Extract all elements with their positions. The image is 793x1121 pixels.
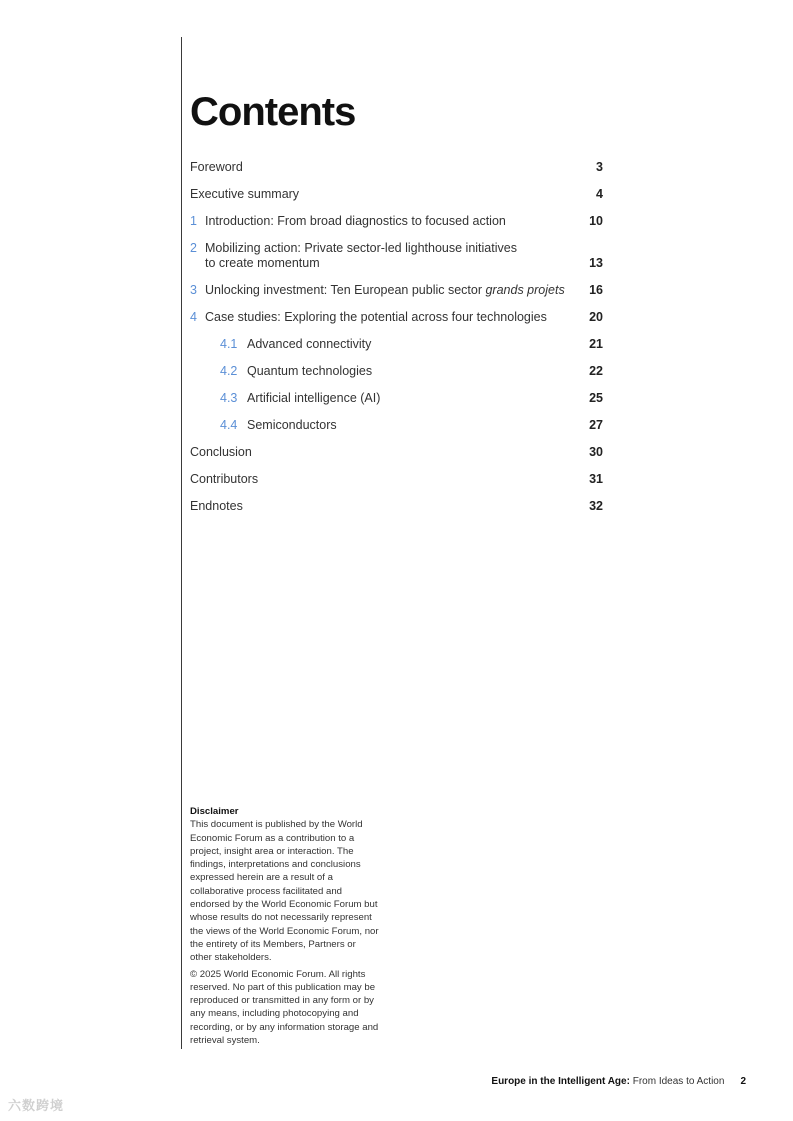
toc-label: Contributors xyxy=(190,472,259,486)
toc-label-text: Unlocking investment: Ten European public sector xyxy=(205,283,486,297)
toc-label: Quantum technologies xyxy=(247,364,373,378)
toc-entry-foreword[interactable] xyxy=(190,160,603,175)
page-title: Contents xyxy=(190,90,356,134)
toc-page: 16 xyxy=(589,283,603,297)
toc-number: 3 xyxy=(190,283,197,297)
footer-title-bold: Europe in the Intelligent Age: xyxy=(491,1076,630,1087)
toc-label: Endnotes xyxy=(190,499,243,513)
copyright-notice: © 2025 World Economic Forum. All rights reserved. No part of this publication may be reproduced or transmitted in any form or by any means, including photocopying and recording, or by any information storage and retrieval system. xyxy=(190,968,379,1047)
toc-label: Artificial intelligence (AI) xyxy=(247,391,381,405)
toc-entry-semiconductors[interactable] xyxy=(190,418,603,433)
toc-label-line1: Mobilizing action: Private sector-led lighthouse initiatives xyxy=(205,241,517,255)
toc-label: Case studies: Exploring the potential across four technologies xyxy=(205,310,547,324)
toc-page: 3 xyxy=(596,160,603,174)
toc-label: Executive summary xyxy=(190,187,300,201)
disclaimer-body: This document is published by the World Economic Forum as a contribution to a project, insight area or interaction. The findings, interpretations and conclusions expressed herein are a result of a collaborative process facilitated and endorsed by the World Economic Forum but whose results do not necessarily represent the views of the World Economic Forum, nor the entirety of its Members, Partners or other stakeholders. xyxy=(190,819,379,964)
toc-label: Conclusion xyxy=(190,445,252,459)
toc-entry-conclusion[interactable] xyxy=(190,445,603,460)
watermark-logo: 六数跨境 xyxy=(8,1098,65,1113)
disclaimer-heading: Disclaimer xyxy=(190,806,239,817)
toc-entry-executive-summary[interactable] xyxy=(190,187,603,202)
toc-page: 32 xyxy=(589,499,603,513)
toc-entry-artificial-intelligence[interactable] xyxy=(190,391,603,406)
toc-number: 4.4 xyxy=(220,418,238,432)
toc-page: 27 xyxy=(589,418,603,432)
toc-label: Advanced connectivity xyxy=(247,337,372,351)
disclaimer xyxy=(190,805,380,1047)
toc-number: 2 xyxy=(190,241,197,255)
toc-page: 13 xyxy=(589,256,603,270)
toc-entry-unlocking-investment[interactable] xyxy=(190,283,603,298)
toc-number: 4.2 xyxy=(220,364,238,378)
toc-label: Semiconductors xyxy=(247,418,337,432)
toc-page: 31 xyxy=(589,472,603,486)
toc-label: Introduction: From broad diagnostics to focused action xyxy=(205,214,506,228)
margin-rule xyxy=(181,37,182,1049)
toc-entry-endnotes[interactable] xyxy=(190,499,603,514)
footer-title-rest: From Ideas to Action xyxy=(629,1076,725,1087)
toc-entry-contributors[interactable] xyxy=(190,472,603,487)
toc-number: 1 xyxy=(190,214,197,228)
toc-page: 25 xyxy=(589,391,603,405)
toc-label-emphasis: grands projets xyxy=(485,283,565,297)
toc-page: 22 xyxy=(589,364,603,378)
toc-entry-mobilizing-action[interactable] xyxy=(190,241,603,271)
toc-page: 4 xyxy=(596,187,603,201)
page-number: 2 xyxy=(740,1076,746,1087)
toc-page: 30 xyxy=(589,445,603,459)
toc-page: 21 xyxy=(589,337,603,351)
toc-label-line2: to create momentum xyxy=(205,256,320,270)
page-footer xyxy=(491,1076,746,1087)
toc-entry-quantum-technologies[interactable] xyxy=(190,364,603,379)
toc-page: 10 xyxy=(589,214,603,228)
toc-label xyxy=(190,283,603,298)
toc-page: 20 xyxy=(589,310,603,324)
toc-entry-case-studies[interactable] xyxy=(190,310,603,325)
toc-entry-introduction[interactable] xyxy=(190,214,603,229)
table-of-contents xyxy=(190,160,603,514)
toc-number: 4 xyxy=(190,310,197,324)
toc-number: 4.3 xyxy=(220,391,238,405)
toc-number: 4.1 xyxy=(220,337,238,351)
toc-entry-advanced-connectivity[interactable] xyxy=(190,337,603,352)
toc-label: Foreword xyxy=(190,160,243,174)
